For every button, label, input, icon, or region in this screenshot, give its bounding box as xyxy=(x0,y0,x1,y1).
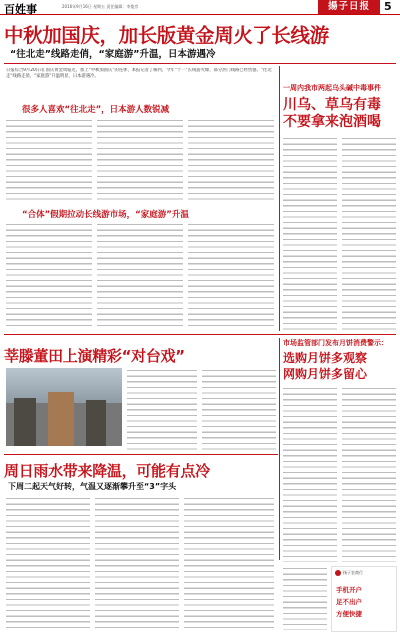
text-column xyxy=(6,496,90,630)
column-divider xyxy=(279,66,280,331)
opera-photo xyxy=(6,368,122,446)
right-headline-line2: 不要拿来泡酒喝 xyxy=(283,114,381,130)
masthead xyxy=(0,0,400,15)
photo-figure xyxy=(14,398,36,446)
section-divider xyxy=(4,454,278,455)
story-three-headline: 周日雨水带来降温，可能有点冷 xyxy=(4,462,210,480)
story-two-headline: 莘滕董田上演精彩“对台戏” xyxy=(4,347,185,365)
bank-logo-icon xyxy=(335,570,341,576)
story-three-subheadline: 下周二起天气好转，气温又逐渐攀升至“3”字头 xyxy=(8,482,177,491)
advert-line2: 足不出户 xyxy=(336,598,362,606)
section-divider xyxy=(4,334,396,335)
right-second-headline-line2: 网购月饼多留心 xyxy=(283,367,368,381)
right-headline-line1: 川乌、草乌有毒 xyxy=(283,97,381,113)
lead-paragraph: 日报综合9月20日讯 国庆黄金周临近，加上“中秋加国庆”的连休，本报记者了解到，今年“十一”长线游火爆，部分热门线路已经售罄。“往北走”线路走俏，“家庭游”升温明显，日本游遇冷。 xyxy=(6,68,272,79)
text-column xyxy=(97,222,183,330)
bank-advert[interactable] xyxy=(331,566,397,632)
page-number: 5 xyxy=(384,0,392,13)
text-column xyxy=(283,386,337,562)
text-column xyxy=(6,118,92,204)
dateline: 2016年9月16日 星期五 责任编辑：李俊彦 xyxy=(62,4,139,9)
section-heading-family: “合体”假期拉动长线游市场，“家庭游”升温 xyxy=(22,210,189,220)
right-second-kicker: 市场监管部门发布月饼消费警示： xyxy=(283,339,388,347)
text-column xyxy=(188,118,274,204)
section-name: 百姓事 xyxy=(4,3,37,16)
newspaper-logo: 揚子日报 xyxy=(318,0,380,14)
right-second-headline-line1: 选购月饼多观察 xyxy=(283,351,368,365)
photo-figure xyxy=(86,400,106,446)
text-column xyxy=(342,386,396,562)
text-column xyxy=(342,136,396,330)
text-column xyxy=(95,496,179,630)
lead-headline: 中秋加国庆，加长版黄金周火了长线游 xyxy=(4,24,329,47)
advert-bank-name: 扬子农商行 xyxy=(343,570,363,575)
text-column xyxy=(283,566,327,630)
text-column xyxy=(184,496,274,630)
section-heading-north: 很多人喜欢“往北走”，日本游人数锐减 xyxy=(22,105,170,115)
photo-figure xyxy=(48,392,74,446)
lead-subheadline: “往北走”线路走俏，“家庭游”升温，日本游遇冷 xyxy=(10,49,216,60)
text-column xyxy=(202,368,276,450)
headline-rule xyxy=(4,63,396,64)
advert-line3: 方便快捷 xyxy=(336,610,362,618)
advert-line1: 手机开户 xyxy=(336,586,362,594)
text-column xyxy=(97,118,183,204)
text-column xyxy=(188,222,274,330)
text-column xyxy=(283,136,337,330)
text-column xyxy=(6,222,92,330)
right-kicker: 一周内我市两起乌头碱中毒事件 xyxy=(283,84,381,92)
text-column xyxy=(127,368,197,450)
column-divider xyxy=(279,338,280,560)
